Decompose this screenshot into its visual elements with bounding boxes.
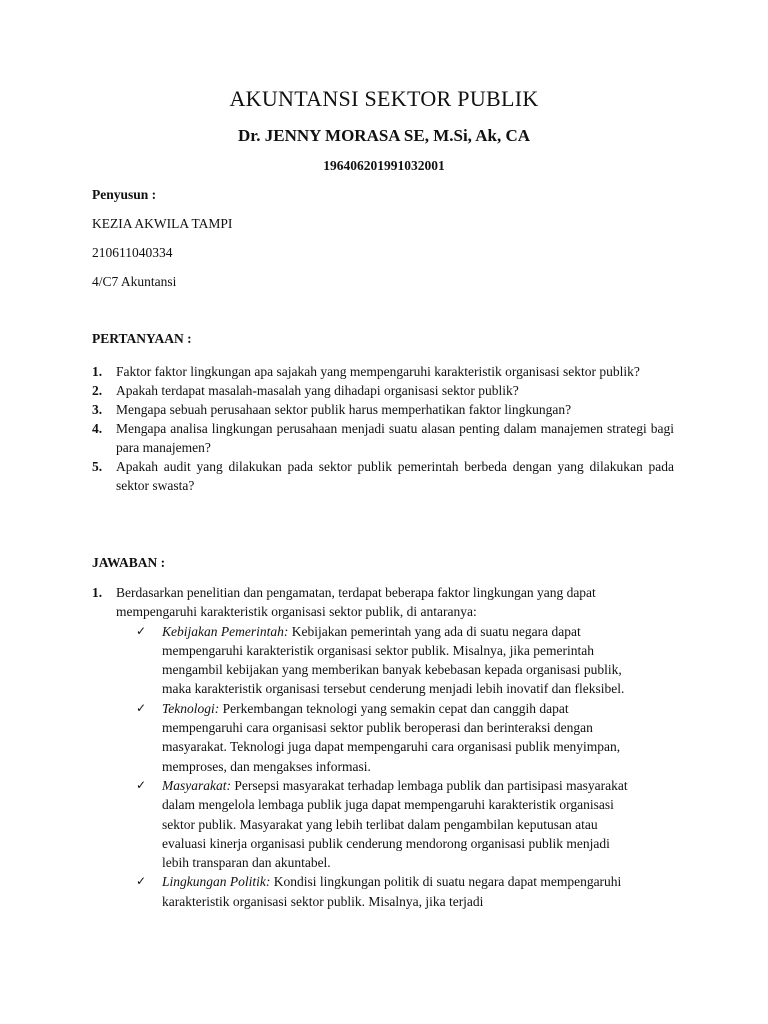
question-number: 3. bbox=[92, 402, 103, 417]
question-text: Apakah audit yang dilakukan pada sektor publik pemerintah berbeda dengan yang dilakukan pada sektor swasta? bbox=[116, 459, 674, 493]
factor-text: Kebijakan pemerintah yang ada di suatu negara dapat mempengaruhi karakteristik organisasi sektor publik. Misalnya, jika pemerintah mengambil kebijakan yang memberikan banyak kebebasan kepada organisasi publik, maka karakteristik organisasi tersebut cenderung menjadi lebih inovatif dan fleksibel. bbox=[162, 623, 625, 697]
question-number: 5. bbox=[92, 459, 103, 474]
question-number: 1. bbox=[92, 364, 103, 379]
factor-list bbox=[136, 622, 636, 911]
question-item bbox=[92, 362, 674, 381]
class-info: 4/C7 Akuntansi bbox=[92, 274, 177, 289]
factor-item bbox=[136, 776, 636, 872]
author-label: Penyusun : bbox=[92, 187, 157, 202]
factor-term: Kebijakan Pemerintah: bbox=[162, 623, 289, 639]
question-text: Mengapa analisa lingkungan perusahaan menjadi suatu alasan penting dalam manajemen strategi bagi para manajemen? bbox=[116, 421, 674, 455]
answer-list bbox=[92, 583, 674, 911]
check-icon: ✓ bbox=[136, 874, 147, 889]
factor-term: Masyarakat: bbox=[162, 777, 231, 793]
lecturer-name: Dr. JENNY MORASA SE, M.Si, Ak, CA bbox=[237, 126, 531, 145]
factor-term: Lingkungan Politik: bbox=[162, 874, 271, 890]
check-icon: ✓ bbox=[136, 700, 147, 715]
factor-description bbox=[162, 622, 636, 699]
question-list bbox=[92, 362, 674, 495]
factor-term: Teknologi: bbox=[162, 700, 220, 716]
answer-number: 1. bbox=[92, 585, 103, 600]
question-item bbox=[92, 400, 674, 419]
question-number: 4. bbox=[92, 421, 103, 436]
lecturer-nip: 196406201991032001 bbox=[323, 158, 445, 173]
questions-heading: PERTANYAAN : bbox=[92, 331, 192, 346]
factor-description bbox=[162, 699, 636, 776]
check-icon: ✓ bbox=[136, 623, 147, 638]
question-text: Faktor faktor lingkungan apa sajakah yang mempengaruhi karakteristik organisasi sektor publik? bbox=[116, 364, 640, 379]
factor-text: Persepsi masyarakat terhadap lembaga publik dan partisipasi masyarakat dalam mengelola lembaga publik juga dapat mempengaruhi karakteristik organisasi sektor publik. Masyarakat yang lebih terlibat dalam pengambilan keputusan atau evaluasi kinerja organisasi publik cenderung mendorong organisasi publik menjadi lebih transparan dan akuntabel. bbox=[162, 777, 628, 871]
answer-intro: Berdasarkan penelitian dan pengamatan, terdapat beberapa faktor lingkungan yang dapat mempengaruhi karakteristik organisasi sektor publik, di antaranya: bbox=[116, 585, 596, 620]
factor-description bbox=[162, 776, 636, 872]
question-text: Apakah terdapat masalah-masalah yang dihadapi organisasi sektor publik? bbox=[116, 383, 519, 398]
factor-text: Kondisi lingkungan politik di suatu negara dapat mempengaruhi karakteristik organisasi sektor publik. Misalnya, jika terjadi bbox=[162, 874, 622, 909]
author-name: KEZIA AKWILA TAMPI bbox=[92, 216, 233, 231]
question-text: Mengapa sebuah perusahaan sektor publik harus memperhatikan faktor lingkungan? bbox=[116, 402, 572, 417]
question-item bbox=[92, 381, 674, 400]
factor-item bbox=[136, 699, 636, 776]
answer-item bbox=[92, 583, 674, 622]
question-item bbox=[92, 457, 674, 495]
student-id: 210611040334 bbox=[92, 245, 173, 260]
factor-item bbox=[136, 622, 636, 699]
factor-text: Perkembangan teknologi yang semakin cepat dan canggih dapat mempengaruhi cara organisasi sektor publik beroperasi dan berinteraksi dengan masyarakat. Teknologi juga dapat mempengaruhi cara organisasi publik menyimpan, memproses, dan mengakses informasi. bbox=[162, 700, 621, 774]
answers-heading: JAWABAN : bbox=[92, 555, 166, 570]
document-title: AKUNTANSI SEKTOR PUBLIK bbox=[229, 86, 539, 111]
check-icon: ✓ bbox=[136, 777, 147, 792]
question-item bbox=[92, 419, 674, 457]
factor-description bbox=[162, 872, 636, 911]
question-number: 2. bbox=[92, 383, 103, 398]
factor-item bbox=[136, 872, 636, 911]
